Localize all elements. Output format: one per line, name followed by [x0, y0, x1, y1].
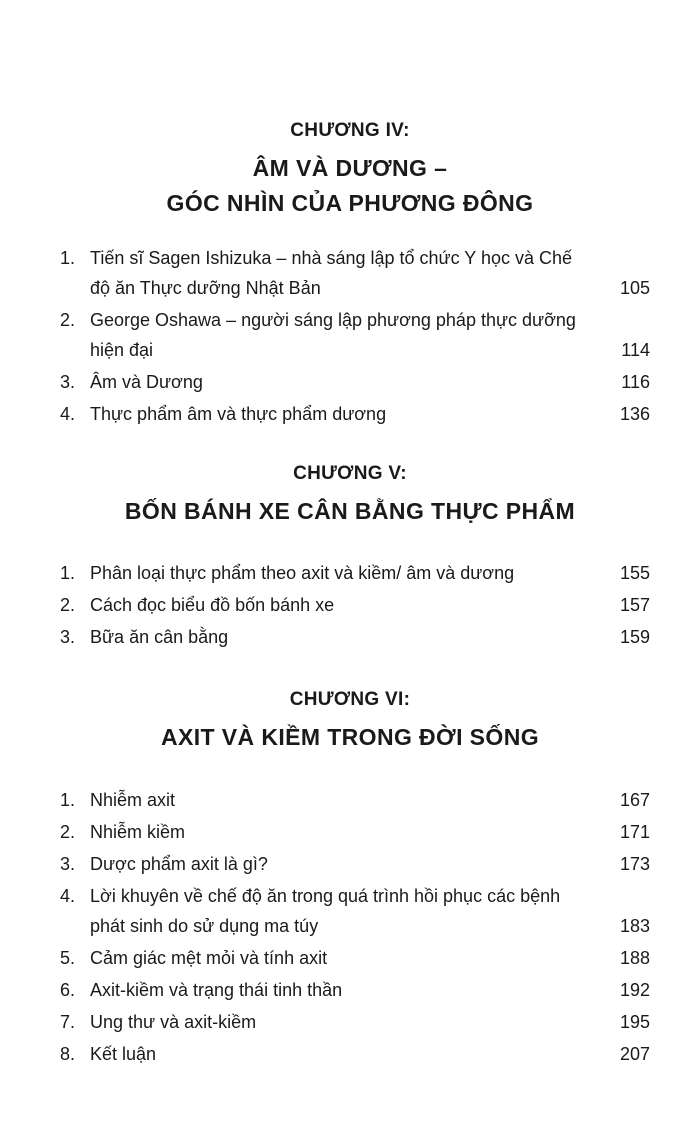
entry-number: 3. — [60, 854, 76, 874]
entry-number: 7. — [60, 1012, 76, 1032]
entry-number: 3. — [60, 372, 76, 392]
entry-title: Nhiễm kiềm — [90, 822, 186, 842]
entry-page: 207 — [619, 1044, 650, 1064]
entry-page: 167 — [619, 790, 650, 810]
entry-page: 183 — [619, 916, 650, 936]
entry-number: 2. — [60, 310, 76, 330]
chapter-6-entries — [60, 785, 650, 1071]
entry-number: 5. — [60, 948, 76, 968]
toc-entry[interactable] — [60, 881, 650, 941]
toc-entry[interactable] — [60, 558, 650, 588]
entry-page: 136 — [619, 404, 650, 424]
entry-title: Tiến sĩ Sagen Ishizuka – nhà sáng lập tổ chức Y học và Chế độ ăn Thực dưỡng Nhật Bản — [90, 248, 573, 298]
entry-page: 116 — [621, 372, 650, 392]
toc-entry[interactable] — [60, 367, 650, 397]
toc-entry[interactable] — [60, 817, 650, 847]
entry-page: 171 — [619, 822, 650, 842]
entry-number: 1. — [60, 248, 76, 268]
entry-title: Phân loại thực phẩm theo axit và kiềm/ âm và dương — [90, 563, 515, 583]
toc-entry[interactable] — [60, 622, 650, 652]
toc-entry[interactable] — [60, 785, 650, 815]
entry-title: Cảm giác mệt mỏi và tính axit — [90, 948, 328, 968]
toc-entry[interactable] — [60, 243, 650, 303]
entry-page: 188 — [619, 948, 650, 968]
toc-entry[interactable] — [60, 849, 650, 879]
chapter-6-heading — [0, 687, 700, 754]
chapter-title-line: AXIT VÀ KIỀM TRONG ĐỜI SỐNG — [161, 724, 539, 750]
entry-title: Thực phẩm âm và thực phẩm dương — [90, 404, 387, 424]
entry-title: Bữa ăn cân bằng — [90, 627, 229, 647]
entry-number: 2. — [60, 822, 76, 842]
entry-title: Kết luận — [90, 1044, 157, 1064]
entry-title: Cách đọc biểu đồ bốn bánh xe — [90, 595, 335, 615]
chapter-5-heading — [0, 461, 700, 528]
entry-number: 2. — [60, 595, 76, 615]
entry-number: 1. — [60, 563, 76, 583]
toc-entry[interactable] — [60, 1007, 650, 1037]
entry-title: George Oshawa – người sáng lập phương pháp thực dưỡng hiện đại — [90, 310, 576, 360]
chapter-label: CHƯƠNG V: — [293, 463, 407, 484]
entry-page: 114 — [621, 340, 650, 360]
chapter-4-entries — [60, 243, 650, 431]
chapter-label: CHƯƠNG VI: — [289, 689, 411, 710]
entry-number: 1. — [60, 790, 76, 810]
toc-entry[interactable] — [60, 590, 650, 620]
chapter-5-entries — [60, 558, 650, 654]
entry-title: Axit-kiềm và trạng thái tinh thần — [90, 980, 343, 1000]
entry-page: 195 — [619, 1012, 650, 1032]
entry-page: 155 — [619, 563, 650, 583]
entry-title: Âm và Dương — [90, 372, 203, 392]
entry-title: Lời khuyên về chế độ ăn trong quá trình hồi phục các bệnh phát sinh do sử dụng ma túy — [90, 886, 561, 936]
chapter-title-line: GÓC NHÌN CỦA PHƯƠNG ĐÔNG — [166, 190, 534, 216]
chapter-title-line: BỐN BÁNH XE CÂN BẰNG THỰC PHẨM — [124, 498, 576, 524]
entry-page: 105 — [619, 278, 650, 298]
entry-title: Nhiễm axit — [90, 790, 176, 810]
entry-page: 173 — [619, 854, 650, 874]
entry-page: 192 — [619, 980, 650, 1000]
entry-page: 157 — [619, 595, 650, 615]
entry-title: Ung thư và axit-kiềm — [90, 1012, 257, 1032]
entry-number: 3. — [60, 627, 76, 647]
toc-entry[interactable] — [60, 975, 650, 1005]
entry-title: Dược phẩm axit là gì? — [90, 854, 268, 874]
entry-number: 4. — [60, 404, 76, 424]
entry-number: 4. — [60, 886, 76, 906]
toc-entry[interactable] — [60, 1039, 650, 1069]
toc-entry[interactable] — [60, 305, 650, 365]
chapter-title-line: ÂM VÀ DƯƠNG – — [252, 155, 448, 181]
chapter-4-heading — [0, 118, 700, 220]
entry-number: 8. — [60, 1044, 76, 1064]
toc-entry[interactable] — [60, 399, 650, 429]
toc-entry[interactable] — [60, 943, 650, 973]
chapter-label: CHƯƠNG IV: — [290, 120, 410, 141]
entry-number: 6. — [60, 980, 76, 1000]
entry-page: 159 — [619, 627, 650, 647]
